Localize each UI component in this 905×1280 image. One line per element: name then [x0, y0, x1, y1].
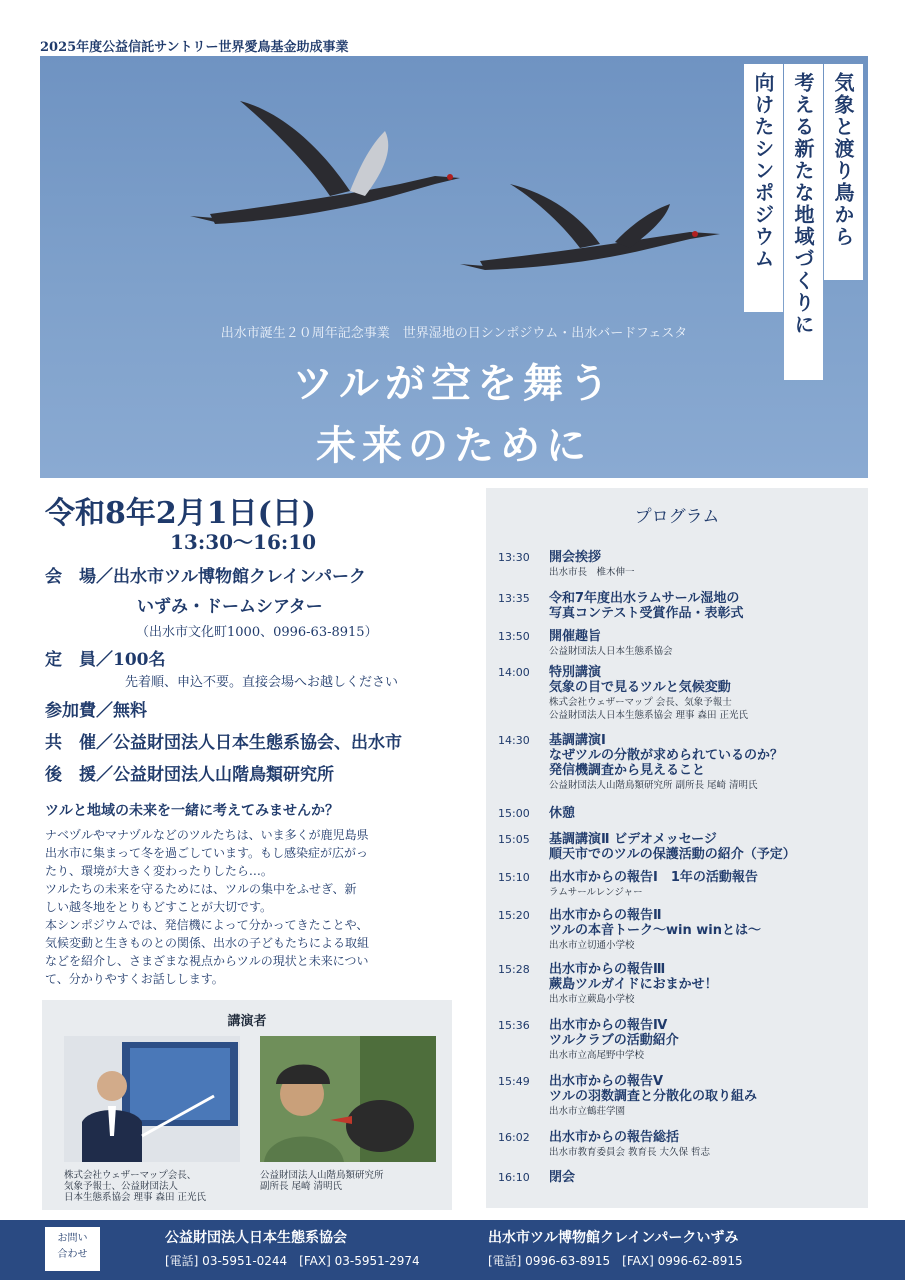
event-date: 令和8年2月1日(日) [45, 496, 317, 531]
program-item-detail: 公益財団法人山階鳥類研究所 副所長 尾崎 清明氏 [549, 780, 758, 791]
program-item-title: 出水市からの報告Ⅴ [549, 1074, 664, 1089]
program-item-detail: 株式会社ウェザーマップ 会長、気象予報士 [549, 697, 732, 708]
program-item-title: ツルの本音トーク〜win winとは〜 [549, 923, 761, 938]
program-item-title: なぜツルの分散が求められているのか？ [549, 748, 784, 763]
program-item-title: 蕨島ツルガイドにおまかせ！ [549, 977, 718, 992]
program-item-time: 15:49 [498, 1075, 530, 1088]
intro-line: 本シンポジウムでは、発信機によって分かってきたことや、 [45, 918, 369, 932]
footer-org-2-tel: [電話] 0996-63-8915 [FAX] 0996-62-8915 [488, 1254, 743, 1268]
program-item-detail: 出水市立切通小学校 [549, 940, 635, 951]
program-item-title: 開会挨拶 [549, 550, 602, 565]
program-item-detail: 公益財団法人日本生態系協会 [549, 646, 673, 657]
speakers-panel [42, 1000, 452, 1210]
speaker-caption-morita: 株式会社ウェザーマップ会長、 気象予報士、公益財団法人 日本生態系協会 理事 森田 正光氏 [64, 1170, 207, 1203]
venue-address: （出水市文化町1000、0996-63-8915） [136, 625, 378, 640]
hero-title-line-1: ツルが空を舞う [293, 360, 615, 407]
program-item-title: 順天市でのツルの保護活動の紹介（予定） [549, 847, 796, 862]
intro-line: しい越冬地をとりもどすことが大切です。 [45, 900, 273, 914]
program-item-title: 気象の目で見るツルと気候変動 [549, 680, 731, 695]
tagline-col-1: 気象と渡り鳥から [824, 64, 863, 280]
program-panel [486, 488, 868, 1208]
program-title: プログラム [634, 507, 720, 527]
footer-org-1: 公益財団法人日本生態系協会 [165, 1230, 347, 1246]
tagline-col-3: 向けたシンポジウム [744, 64, 783, 312]
program-item-title: 出水市からの報告Ⅱ [549, 908, 662, 923]
tagline-col-2: 考える新たな地域づくりに [784, 64, 823, 380]
intro-line: たり、環境が大きく変わったりしたら…。 [45, 864, 273, 878]
hero-subtitle: 出水市誕生２０周年記念事業 世界湿地の日シンポジウム・出水バードフェスタ [220, 326, 688, 341]
program-item-detail: 出水市教育委員会 教育長 大久保 哲志 [549, 1147, 711, 1158]
program-item-time: 15:20 [498, 909, 530, 922]
support: 後 援／公益財団法人山階鳥類研究所 [45, 765, 334, 785]
program-item-time: 15:00 [498, 807, 530, 820]
program-item-time: 15:10 [498, 871, 530, 884]
intro-line: などを紹介し、さまざまな視点からツルの現状と未来につい [45, 954, 369, 968]
capacity-note: 先着順、申込不要。直接会場へお越しください [125, 675, 399, 690]
intro-heading: ツルと地域の未来を一緒に考えてみませんか？ [45, 803, 339, 819]
program-item-time: 13:30 [498, 551, 530, 564]
program-item-detail: 出水市立鶴荘学園 [549, 1106, 626, 1117]
program-item-title: 出水市からの報告Ⅳ [549, 1018, 668, 1033]
program-item-title: 特別講演 [549, 665, 602, 680]
program-item-title: 発信機調査から見えること [549, 763, 706, 778]
program-item-detail: 公益財団法人日本生態系協会 理事 森田 正光氏 [549, 710, 749, 721]
program-item-time: 15:36 [498, 1019, 530, 1032]
hero-title-line-2: 未来のために [316, 422, 592, 469]
speaker-photo-morita-image [64, 1036, 240, 1162]
capacity: 定 員／100名 [45, 650, 166, 670]
intro-line: 気候変動と生きものとの関係、出水の子どもたちによる取組 [45, 936, 370, 950]
intro-line: 出水市に集まって冬を過ごしています。もし感染症が広がっ [45, 846, 369, 860]
program-item-detail: 出水市長 椎木伸一 [549, 567, 635, 578]
venue-line [45, 562, 366, 587]
hero-banner [40, 56, 868, 478]
footer-org-1-tel: [電話] 03-5951-0244 [FAX] 03-5951-2974 [165, 1254, 420, 1268]
program-item-time: 16:10 [498, 1171, 530, 1184]
contact-footer [0, 1220, 905, 1280]
venue-label: 会 場／ [45, 567, 113, 587]
program-item-title: 令和7年度出水ラムサール湿地の [549, 591, 740, 606]
program-item-time: 15:05 [498, 833, 530, 846]
venue-hall: いずみ・ドームシアター [137, 597, 323, 617]
program-item-title: 基調講演Ⅰ [549, 733, 606, 748]
intro-line: て、分かりやすくお話しします。 [45, 972, 224, 986]
program-item-title: 基調講演Ⅱ ビデオメッセージ [549, 832, 717, 847]
program-item-detail: ラムサールレンジャー [549, 887, 643, 898]
program-item-title: 閉会 [549, 1170, 576, 1185]
intro-line: ナベヅルやマナヅルなどのツルたちは、いま多くが鹿児島県 [45, 828, 369, 842]
speakers-title: 講演者 [227, 1014, 267, 1029]
speaker-photo-ozaki-image [260, 1036, 436, 1162]
grant-label: 2025年度公益信託サントリー世界愛鳥基金助成事業 [40, 40, 349, 55]
fee: 参加費／無料 [45, 701, 147, 721]
speaker-photo-ozaki [260, 1036, 436, 1162]
speaker-caption-ozaki: 公益財団法人山階鳥類研究所 副所長 尾崎 清明氏 [260, 1170, 384, 1192]
program-item-title: 出水市からの報告Ⅰ 1年の活動報告 [549, 870, 758, 885]
program-item-title: 写真コンテスト受賞作品・表彰式 [549, 606, 744, 621]
program-item-title: 休憩 [549, 806, 576, 821]
venue-name: 出水市ツル博物館クレインパーク [113, 567, 366, 587]
program-item-title: ツルの羽数調査と分散化の取り組み [549, 1089, 758, 1104]
program-item-detail: 出水市立高尾野中学校 [549, 1050, 645, 1061]
program-item-time: 13:50 [498, 630, 530, 643]
program-item-title: 出水市からの報告総括 [549, 1130, 680, 1145]
contact-label: お問い 合わせ [45, 1227, 100, 1271]
program-item-title: 出水市からの報告Ⅲ [549, 962, 666, 977]
speaker-photo-morita [64, 1036, 240, 1162]
program-item-time: 13:35 [498, 592, 530, 605]
program-item-title: 開催趣旨 [549, 629, 602, 644]
program-item-time: 14:30 [498, 734, 530, 747]
program-item-time: 15:28 [498, 963, 530, 976]
footer-org-2: 出水市ツル博物館クレインパークいずみ [488, 1230, 739, 1246]
program-item-time: 16:02 [498, 1131, 530, 1144]
intro-body [45, 826, 457, 988]
program-item-title: ツルクラブの活動紹介 [549, 1033, 679, 1048]
program-item-detail: 出水市立蕨島小学校 [549, 994, 635, 1005]
event-time: 13:30〜16:10 [170, 530, 317, 554]
program-item-time: 14:00 [498, 666, 530, 679]
intro-line: ツルたちの未来を守るためには、ツルの集中をふせぎ、新 [45, 882, 357, 896]
cohost: 共 催／公益財団法人日本生態系協会、出水市 [45, 733, 402, 753]
